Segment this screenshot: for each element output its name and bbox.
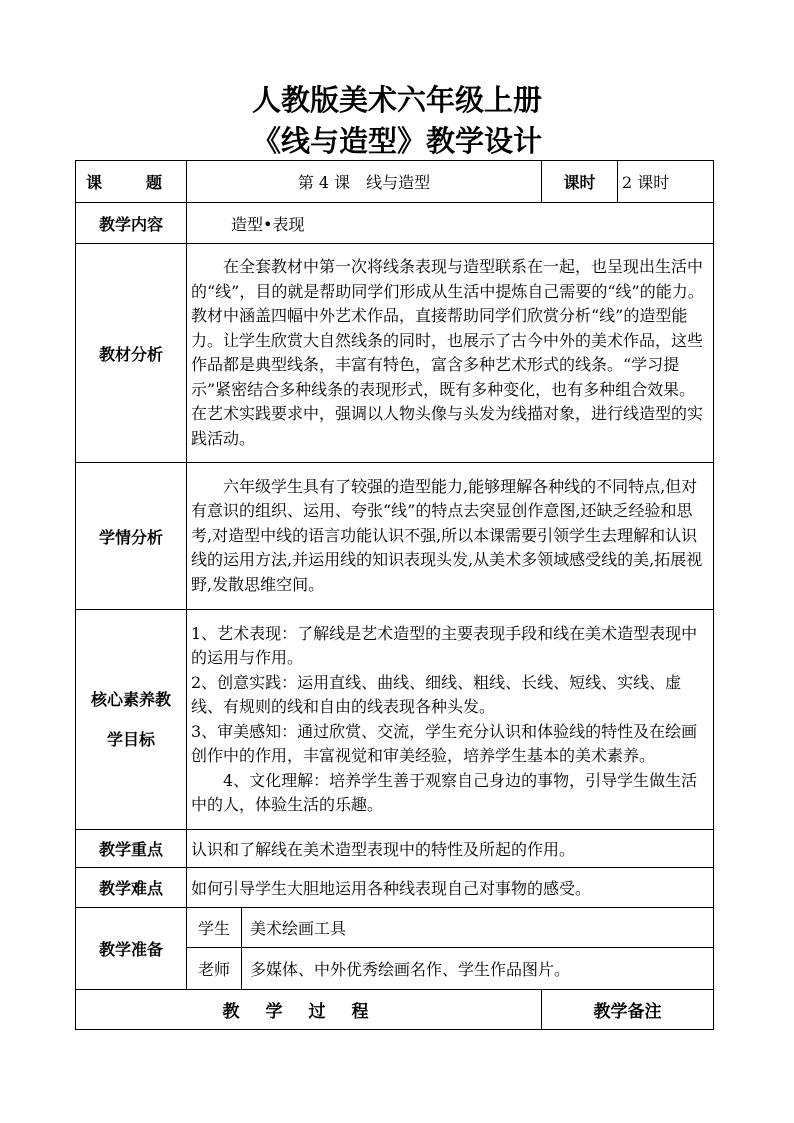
objectives-label [76, 610, 187, 830]
topic-label: 课 题 [76, 161, 187, 203]
difficulty-label: 教学难点 [76, 868, 187, 908]
document-title-line2: 《线与造型》教学设计 [251, 124, 542, 158]
objectives-value [187, 610, 714, 830]
objective-item-1: 1、艺术表现：了解线是艺术造型的主要表现手段和线在美术造型表现中的运用与作用。 [191, 623, 698, 667]
key-point-label: 教学重点 [76, 830, 187, 868]
lesson-plan-table [75, 160, 714, 1030]
objectives-label-line1: 核心素养教 [90, 689, 171, 709]
period-value: 2 课时 [618, 161, 714, 203]
key-point-row [76, 830, 714, 868]
process-header: 教学过程 [76, 990, 542, 1030]
objective-item-2: 2、创意实践：运用直线、曲线、细线、粗线、长线、短线、实线、虚线、有规则的线和自由的线表现各种头发。 [191, 672, 682, 716]
content-label: 教学内容 [76, 203, 187, 244]
objectives-label-line2: 学目标 [106, 729, 155, 749]
topic-row [76, 161, 714, 203]
preparation-teacher-label: 老师 [187, 948, 242, 990]
material-value: 在全套教材中第一次将线条表现与造型联系在一起，也呈现出生活中的“线”，目的就是帮助同学们形成从生活中提炼自己需要的“线”的能力。教材中涵盖四幅中外艺术作品，直接帮助同学们欣赏分析“线”的造型能力。让学生欣赏大自然线条的同时，也展示了古今中外的美术作品，这些作品都是典型线条，丰富有特色，富含多种艺术形式的线条。“学习提示”紧密结合多种线条的表现形式，既有多种变化，也有多种组合效果。在艺术实践要求中，强调以人物头像与头发为线描对象，进行线造型的实践活动。 [187, 244, 714, 463]
period-label: 课时 [542, 161, 618, 203]
material-label: 教材分析 [76, 244, 187, 463]
key-point-value: 认识和了解线在美术造型表现中的特性及所起的作用。 [187, 830, 714, 868]
topic-value: 第 4 课 线与造型 [187, 161, 542, 203]
preparation-student-value: 美术绘画工具 [242, 908, 714, 948]
difficulty-value: 如何引导学生大胆地运用各种线表现自己对事物的感受。 [187, 868, 714, 908]
material-row [76, 244, 714, 463]
objectives-row [76, 610, 714, 830]
notes-header: 教学备注 [542, 990, 714, 1030]
students-row [76, 463, 714, 610]
objective-item-3: 3、审美感知：通过欣赏、交流，学生充分认识和体验线的特性及在绘画创作中的作用，丰富视觉和审美经验，培养学生基本的美术素养。 [191, 721, 698, 765]
preparation-row-student [76, 908, 714, 948]
footer-row [76, 990, 714, 1030]
content-row [76, 203, 714, 244]
preparation-student-label: 学生 [187, 908, 242, 948]
document-title-line1: 人教版美术六年级上册 [251, 83, 542, 117]
content-value: 造型•表现 [187, 203, 714, 244]
students-value: 六年级学生具有了较强的造型能力,能够理解各种线的不同特点,但对有意识的组织、运用、夸张“线”的特点去突显创作意图,还缺乏经验和思考,对造型中线的语言功能认识不强,所以本课需要引领学生去理解和认识线的运用方法,并运用线的知识表现头发,从美术多领域感受线的美,拓展视野,发散思维空间。 [187, 463, 714, 610]
preparation-teacher-value: 多媒体、中外优秀绘画名作、学生作品图片。 [242, 948, 714, 990]
objective-item-4: 4、文化理解：培养学生善于观察自己身边的事物，引导学生做生活中的人，体验生活的乐趣。 [191, 770, 698, 814]
students-label: 学情分析 [76, 463, 187, 610]
preparation-label: 教学准备 [76, 908, 187, 990]
difficulty-row [76, 868, 714, 908]
